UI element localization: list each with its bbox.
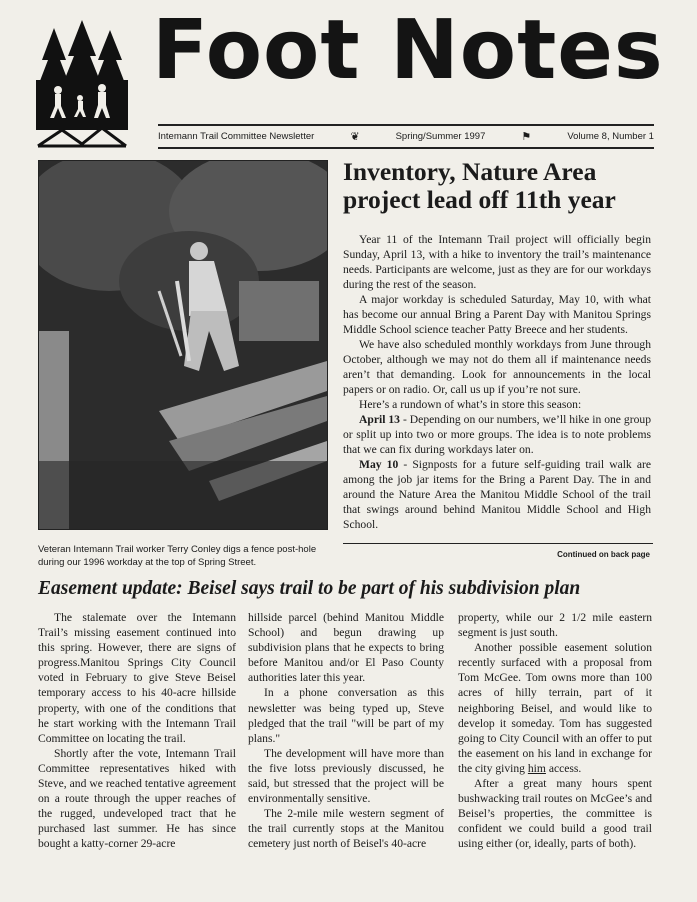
masthead-meta [158, 130, 654, 143]
article-column-2 [248, 610, 444, 852]
lead-paragraph: Here’s a rundown of what’s in store this season: [359, 398, 582, 411]
lead-paragraph [343, 412, 651, 457]
issue-date: Spring/Summer 1997 [395, 131, 486, 142]
article-paragraph: The 2-mile mile western segment of the trail currently stops at the Manitou cemetery just north of Beisel's 40-acre [248, 807, 444, 851]
lead-paragraph: We have also scheduled monthly workdays from June through October, although we may not do them all if maintenance needs aren’t that demanding. Look for announcements in the local papers or on radio. Or, call us up if you’re not sure. [343, 338, 651, 396]
lead-paragraph: Year 11 of the Intemann Trail project will officially begin Sunday, April 13, with a hike to inventory the trail’s maintenance needs. Participants are welcome, just as they are for our workdays during the rest of the season. [343, 233, 651, 291]
schedule-text: - Signposts for a future self-guiding trail walk are among the job jar items for the Bring a Parent Day. The in and around the Nature Area the Manitou Middle School of the trail that swings around behind Manitou Middle School and High School. [343, 458, 651, 531]
article-paragraph: hillside parcel (behind Manitou Middle School) and begun drawing up subdivision plans that he expects to bring before Manitou and/or El Paso County authorities later this year. [248, 611, 444, 685]
hikers-trees-logo [36, 20, 128, 148]
masthead-title: Foot Notes [152, 3, 664, 98]
schedule-text: - Depending on our numbers, we’ll hike in one group or split up into two or more groups. The idea is to note problems that we can fix during workdays later on. [343, 413, 651, 456]
lead-article-body [343, 232, 651, 532]
article-text: access. [545, 761, 582, 775]
article-paragraph: The development will have more than the five lotss previously discussed, he said, but stressed that the project will be environmentally sensitive. [248, 746, 444, 806]
lead-headline: Inventory, Nature Area project lead off 11th year [343, 157, 616, 214]
masthead-bottom-rule [158, 147, 654, 149]
article-paragraph: The stalemate over the Intemann Trail’s missing easement continued into this spring. However, there are signs of progress.Manitou Springs City Council voted in February to give Steve Beisel temporary access to his 40-acre hillside property, with one of the conditions that he start working with the Intemann Trail Committee on locating the trail. [38, 611, 236, 745]
masthead-top-rule [158, 124, 654, 126]
lead-end-rule [343, 543, 653, 544]
article-paragraph [458, 640, 652, 776]
article-paragraph: Shortly after the vote, Intemann Trail Committee representatives hiked with Steve, and we reached tentative agreement on a route through the upper reaches of the rugged, undeveloped tract that he purchased last summer. He has since bought a katty-corner 29-acre [38, 746, 236, 851]
lead-paragraph [343, 457, 651, 532]
article-paragraph: In a phone conversation as this newsletter was being typed up, Steve pledged that the trail "will be part of my plans." [248, 686, 444, 745]
article-column-3 [458, 610, 652, 852]
lead-paragraph: A major workday is scheduled Saturday, May 10, with what has become our annual Bring a Parent Day with Manitou Springs Middle School science teacher Patty Breece and her students. [343, 293, 651, 336]
volume-number: Volume 8, Number 1 [567, 131, 654, 142]
article-column-1 [38, 610, 236, 852]
schedule-date: May 10 [359, 458, 399, 471]
article-paragraph: After a great many hours spent bushwacking trail routes on McGee’s and Beisel’s properties, the committee is confident we could build a good trail using either (or, ideally, parts of both). [458, 777, 652, 851]
photo-caption: Veteran Intemann Trail worker Terry Conley digs a fence post-hole during our 1996 workday at the top of Spring Street. [38, 544, 317, 568]
newsletter-name: Intemann Trail Committee Newsletter [158, 131, 315, 142]
trail-worker-photo [38, 160, 328, 530]
hiker-icon: ❦ [350, 131, 360, 143]
schedule-date: April 13 [359, 413, 400, 426]
article-paragraph: property, while our 2 1/2 mile eastern segment is just south. [458, 611, 652, 640]
bicycle-icon: ⚑ [521, 131, 532, 143]
continued-note: Continued on back page [557, 550, 650, 559]
emphasized-word: him [527, 761, 546, 775]
easement-headline: Easement update: Beisel says trail to be part of his subdivision plan [38, 578, 581, 599]
article-text: Another possible easement solution recently surfaced with a proposal from Tom McGee. Tom owns more than 100 acres of hilly terrain, part of it neighboring Beisel, and would like to develop it someday. Tom has suggested going to City Council with an offer to put the easement on his land in exchange for the city giving [458, 641, 652, 775]
